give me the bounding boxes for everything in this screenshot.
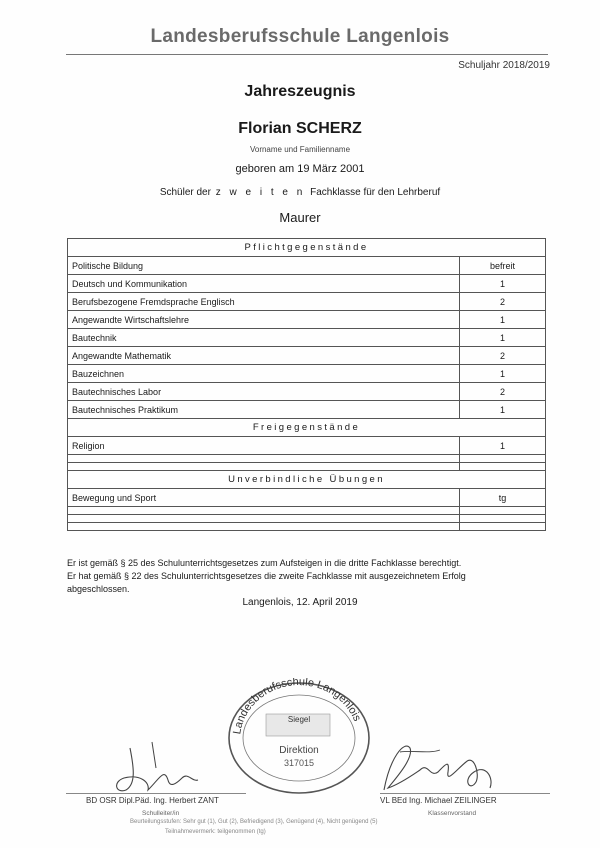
- subject-grade: 2: [460, 347, 546, 365]
- subject-name: Angewandte Wirtschaftslehre: [68, 311, 460, 329]
- blank-cell: [460, 523, 546, 531]
- place-date: Langenlois, 12. April 2019: [242, 597, 358, 608]
- blank-cell: [68, 515, 460, 523]
- principal-role: Schulleiter/in: [142, 810, 180, 817]
- table-row: [68, 401, 546, 419]
- blank-cell: [68, 523, 460, 531]
- table-row: [68, 293, 546, 311]
- stamp-seal-text: Siegel: [287, 715, 311, 724]
- section-noncompulsory: [68, 471, 546, 489]
- subject-grade: befreit: [460, 257, 546, 275]
- stamp-number: 317015: [283, 758, 315, 768]
- table-row: [68, 489, 546, 507]
- remark-promotion: Er ist gemäß § 25 des Schulunterrichtsgesetzes zum Aufsteigen in die dritte Fachklasse berechtigt.: [67, 558, 462, 568]
- class-suffix: Fachklasse für den Lehrberuf: [310, 187, 441, 198]
- signature-line-right: [380, 793, 550, 794]
- blank-row: [68, 507, 546, 515]
- blank-cell: [460, 463, 546, 471]
- blank-cell: [460, 455, 546, 463]
- blank-row: [68, 455, 546, 463]
- school-year: Schuljahr 2018/2019: [458, 60, 550, 71]
- trade: Maurer: [279, 210, 321, 225]
- principal-name: BD OSR Dipl.Päd. Ing. Herbert ZANT: [86, 796, 219, 805]
- class-teacher-role: Klassenvorstand: [428, 810, 477, 817]
- blank-cell: [68, 507, 460, 515]
- name-caption: Vorname und Familienname: [249, 145, 351, 154]
- blank-cell: [460, 515, 546, 523]
- subject-name: Bautechnisches Praktikum: [68, 401, 460, 419]
- document-title: Jahreszeugnis: [244, 83, 356, 100]
- subject-grade: 1: [460, 365, 546, 383]
- signature-left: [90, 738, 230, 798]
- blank-row: [68, 515, 546, 523]
- stamp-ring-text: Landesberufsschule Langenlois: [231, 678, 364, 736]
- subject-grade: 1: [460, 275, 546, 293]
- table-row: [68, 311, 546, 329]
- participation-note: Teilnahmevermerk: teilgenommen (tg): [165, 829, 266, 835]
- subject-grade: 2: [460, 383, 546, 401]
- class-teacher-name: VL BEd Ing. Michael ZEILINGER: [380, 796, 497, 805]
- blank-cell: [68, 463, 460, 471]
- subject-grade: tg: [460, 489, 546, 507]
- subject-grade: 1: [460, 437, 546, 455]
- stamp-inner-ring: [243, 695, 355, 781]
- birth-date: geboren am 19 März 2001: [235, 163, 365, 175]
- table-row: [68, 257, 546, 275]
- remarks: [67, 557, 547, 596]
- subject-name: Politische Bildung: [68, 257, 460, 275]
- table-row: [68, 437, 546, 455]
- section-optional-label: Freigegenstände: [68, 419, 546, 437]
- signature-right: [370, 728, 520, 798]
- class-ordinal: z w e i t e n: [215, 187, 306, 198]
- subject-name: Deutsch und Kommunikation: [68, 275, 460, 293]
- blank-cell: [68, 455, 460, 463]
- table-row: [68, 383, 546, 401]
- remark-success: Er hat gemäß § 22 des Schulunterrichtsgesetzes die zweite Fachklasse mit ausgezeichnetem Erfolg: [67, 571, 466, 581]
- class-prefix: Schüler der: [159, 187, 211, 198]
- stamp-label: Direktion: [279, 745, 319, 756]
- subject-grade: 2: [460, 293, 546, 311]
- table-row: [68, 365, 546, 383]
- school-stamp: [226, 678, 372, 794]
- blank-row: [68, 463, 546, 471]
- remark-success-cont: abgeschlossen.: [67, 584, 130, 594]
- subject-grade: 1: [460, 401, 546, 419]
- subject-grade: 1: [460, 311, 546, 329]
- subject-name: Berufsbezogene Fremdsprache Englisch: [68, 293, 460, 311]
- subject-name: Bauzeichnen: [68, 365, 460, 383]
- subject-name: Bautechnik: [68, 329, 460, 347]
- subject-name: Bewegung und Sport: [68, 489, 460, 507]
- table-row: [68, 329, 546, 347]
- blank-row: [68, 523, 546, 531]
- blank-cell: [460, 507, 546, 515]
- section-noncompulsory-label: Unverbindliche Übungen: [68, 471, 546, 489]
- subject-name: Angewandte Mathematik: [68, 347, 460, 365]
- signature-line-left: [66, 793, 246, 794]
- subject-name: Bautechnisches Labor: [68, 383, 460, 401]
- section-optional: [68, 419, 546, 437]
- subject-grade: 1: [460, 329, 546, 347]
- table-row: [68, 275, 546, 293]
- section-compulsory: [68, 239, 546, 257]
- grades-table: [67, 238, 546, 531]
- school-name: Landesberufsschule Langenlois: [150, 26, 450, 47]
- table-row: [68, 347, 546, 365]
- header-rule: [66, 54, 548, 55]
- class-line: [0, 187, 600, 198]
- section-compulsory-label: Pflichtgegenstände: [68, 239, 546, 257]
- grading-scale: Beurteilungsstufen: Sehr gut (1), Gut (2), Befriedigend (3), Genügend (4), Nicht genügend (5): [130, 819, 378, 825]
- student-name: Florian SCHERZ: [238, 120, 362, 137]
- subject-name: Religion: [68, 437, 460, 455]
